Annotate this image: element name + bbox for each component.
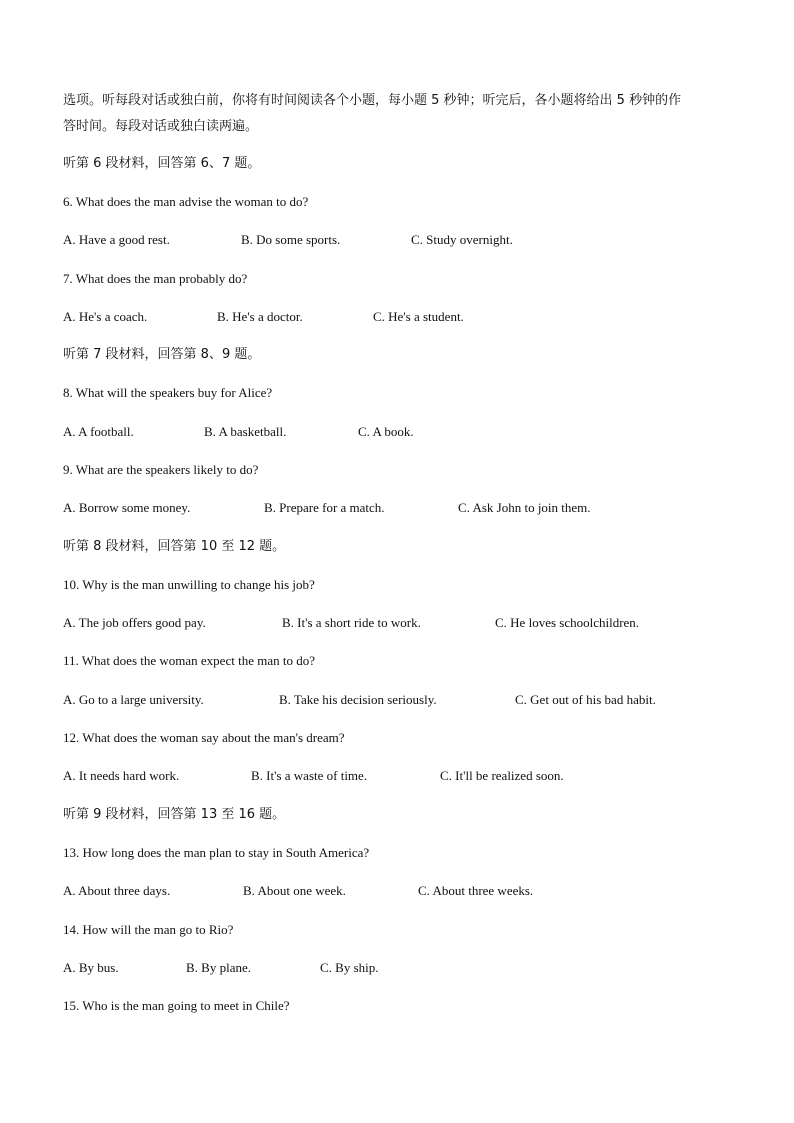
option-c: C. A book. xyxy=(358,424,414,439)
option-row xyxy=(63,614,763,632)
question-stem: 14. How will the man go to Rio? xyxy=(63,922,234,937)
option-row xyxy=(63,691,763,709)
option-a: A. He's a coach. xyxy=(63,309,148,324)
option-b: B. By plane. xyxy=(186,960,251,975)
option-c: C. Get out of his bad habit. xyxy=(515,692,656,707)
option-b: B. Take his decision seriously. xyxy=(279,692,437,707)
option-row xyxy=(63,231,763,249)
question-stem: 12. What does the woman say about the man's dream? xyxy=(63,730,345,745)
option-a: A. By bus. xyxy=(63,960,119,975)
option-b: B. It's a short ride to work. xyxy=(282,615,421,630)
section-heading: 听第 6 段材料，回答第 6、7 题。 xyxy=(63,156,261,171)
question-stem: 10. Why is the man unwilling to change his job? xyxy=(63,577,315,592)
option-b: B. Prepare for a match. xyxy=(264,500,385,515)
option-a: A. Borrow some money. xyxy=(63,500,191,515)
instructions-line-1: 选项。听每段对话或独白前，你将有时间阅读各个小题，每小题 5 秒钟；听完后，各小题将给出 5 秒钟的作 xyxy=(63,93,682,108)
option-c: C. Ask John to join them. xyxy=(458,500,591,515)
option-row xyxy=(63,308,763,326)
question-stem: 15. Who is the man going to meet in Chile? xyxy=(63,998,290,1013)
option-a: A. Have a good rest. xyxy=(63,232,170,247)
option-b: B. Do some sports. xyxy=(241,232,341,247)
section-heading: 听第 7 段材料，回答第 8、9 题。 xyxy=(63,347,261,362)
option-row xyxy=(63,959,763,977)
option-c: C. He's a student. xyxy=(373,309,464,324)
option-b: B. About one week. xyxy=(243,883,346,898)
option-b: B. A basketball. xyxy=(204,424,287,439)
option-c: C. He loves schoolchildren. xyxy=(495,615,640,630)
option-c: C. By ship. xyxy=(320,960,379,975)
option-a: A. It needs hard work. xyxy=(63,768,180,783)
question-stem: 13. How long does the man plan to stay in South America? xyxy=(63,845,370,860)
section-heading: 听第 9 段材料，回答第 13 至 16 题。 xyxy=(63,807,286,822)
option-row xyxy=(63,882,763,900)
option-row xyxy=(63,767,763,785)
instructions-line-2: 答时间。每段对话或独白读两遍。 xyxy=(63,119,259,134)
question-stem: 9. What are the speakers likely to do? xyxy=(63,462,259,477)
option-a: A. A football. xyxy=(63,424,134,439)
option-c: C. It'll be realized soon. xyxy=(440,768,564,783)
question-stem: 8. What will the speakers buy for Alice? xyxy=(63,385,273,400)
question-stem: 6. What does the man advise the woman to do? xyxy=(63,194,309,209)
option-a: A. Go to a large university. xyxy=(63,692,204,707)
option-a: A. About three days. xyxy=(63,883,171,898)
option-b: B. He's a doctor. xyxy=(217,309,303,324)
option-b: B. It's a waste of time. xyxy=(251,768,368,783)
option-c: C. Study overnight. xyxy=(411,232,513,247)
option-row xyxy=(63,499,763,517)
option-a: A. The job offers good pay. xyxy=(63,615,206,630)
question-stem: 11. What does the woman expect the man to do? xyxy=(63,653,315,668)
option-row xyxy=(63,423,763,441)
section-heading: 听第 8 段材料，回答第 10 至 12 题。 xyxy=(63,539,286,554)
question-stem: 7. What does the man probably do? xyxy=(63,271,248,286)
option-c: C. About three weeks. xyxy=(418,883,534,898)
